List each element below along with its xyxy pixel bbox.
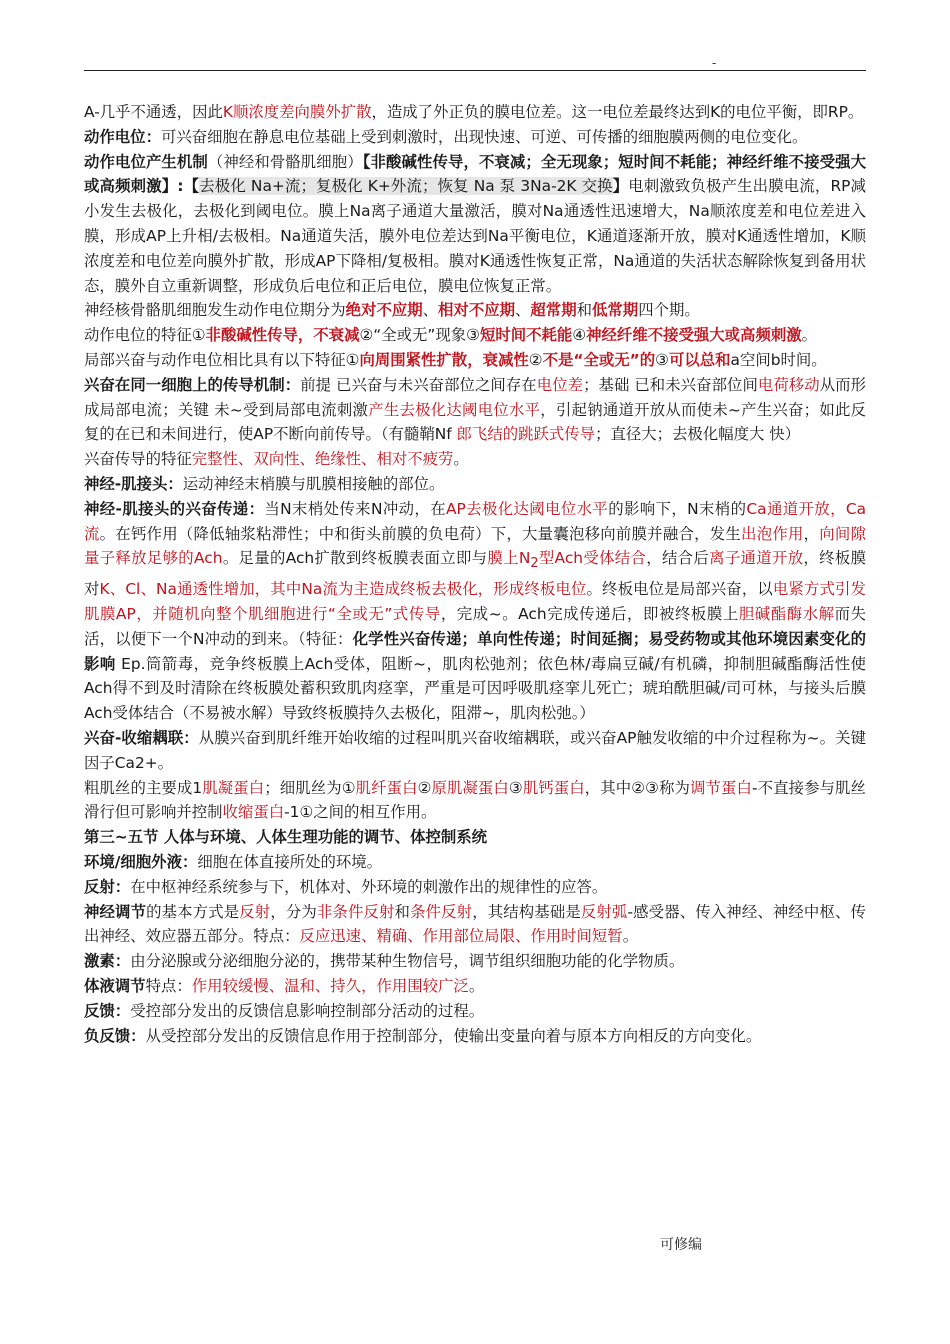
paragraph xyxy=(84,373,866,447)
text-run: 超常期 xyxy=(530,301,577,320)
text-run: 电荷移动 xyxy=(757,375,820,394)
text-run: ，终板膜对 xyxy=(84,549,866,599)
text-run: 。 xyxy=(622,927,639,946)
text-run: 动作电位产生机制 xyxy=(84,152,208,171)
text-run: 去极化 Na+流；复极化 K+外流；恢复 Na 泵 3Na-2K 交换 xyxy=(199,177,613,196)
text-run: 兴奋在同一细胞上的传导机制： xyxy=(84,375,301,394)
text-run: 环境/细胞外液： xyxy=(84,852,198,871)
text-run: 神经纤维不接受强大或高频刺激 xyxy=(586,326,802,345)
text-run: 可兴奋细胞在静息电位基础上受到刺激时，出现快速、可逆、可传播的细胞膜两侧的电位变化。 xyxy=(160,127,808,146)
text-run: 。 xyxy=(453,450,469,469)
text-run: 在中枢神经系统参与下，机体对、外环境的刺激作出的规律性的应答。 xyxy=(130,877,608,896)
text-run: 局部兴奋与动作电位相比具有以下特征① xyxy=(84,350,360,369)
text-run: 四个期。 xyxy=(638,301,700,320)
paragraph xyxy=(84,150,866,299)
text-run: 不是“全或无”的 xyxy=(542,350,656,369)
text-run: 、 xyxy=(422,301,439,320)
text-run: 电位差 xyxy=(536,375,584,394)
paragraph xyxy=(84,900,866,950)
text-run: 型Ach受体结合 xyxy=(538,549,647,568)
text-run: 非酸碱性传导，不衰减；全无现象；短时间不耗能；神经纤维不接受强大或高频刺激 xyxy=(84,152,866,196)
text-run: 收缩蛋白 xyxy=(222,803,285,822)
text-run: ，造成了外正负的膜电位差。这一电位差最终达到K的电位平衡，即RP。 xyxy=(371,103,864,121)
text-run: 当N末梢处传来N冲动，在 xyxy=(264,499,446,518)
text-run: ， xyxy=(803,524,820,543)
text-run: 】 xyxy=(612,177,629,196)
text-run: ，其结构基础是 xyxy=(472,902,581,921)
text-run: 粗肌丝的主要成1 xyxy=(84,778,203,797)
text-run: 从受控部分发出的反馈信息作用于控制部分，使输出变量向着与原本方向相反的方向变化。 xyxy=(145,1026,762,1045)
paragraph xyxy=(84,125,866,150)
text-run: 反馈： xyxy=(84,1001,131,1020)
paragraph xyxy=(84,949,866,974)
header-mark: - xyxy=(712,56,717,70)
paragraph xyxy=(84,1024,866,1049)
text-run: 。 xyxy=(801,326,818,345)
text-run: 】:【 xyxy=(161,177,200,196)
paragraph xyxy=(84,298,866,323)
document-body xyxy=(84,100,866,1048)
text-run: 神经核骨骼肌细胞发生动作电位期分为 xyxy=(84,301,346,320)
text-run: 动作电位： xyxy=(84,127,161,146)
paragraph xyxy=(84,472,866,497)
text-run: 。终板电位是局部兴奋，以 xyxy=(586,580,773,599)
text-run: 膜上N xyxy=(487,549,531,568)
text-run: 电紧方式引发肌膜AP，并随机向整个肌细胞进行“全或无”式传导 xyxy=(84,580,866,624)
text-run: 向周围紧性扩散，衰减性 xyxy=(359,350,529,369)
text-run: 和 xyxy=(394,902,411,921)
text-run: a空间b时间。 xyxy=(730,350,827,369)
header-rule xyxy=(84,70,866,71)
text-run: 而失活，以便下一个N冲动的到来。（特征： xyxy=(84,605,866,648)
paragraph xyxy=(84,447,866,472)
paragraph xyxy=(84,348,866,373)
text-run: 兴奋传导的特征 xyxy=(84,450,192,469)
text-run: ② xyxy=(528,350,543,369)
text-run: K、Cl、Na通透性增加，其中Na流为主造成终板去极化，形成终板电位 xyxy=(99,580,587,599)
text-run: 。在钙作用（降低轴浆粘滞性；中和街头前膜的负电荷）下，大量囊泡移向前膜并融合，发生 xyxy=(99,524,742,543)
paragraph xyxy=(84,100,866,125)
text-run: Ep.筒箭毒，竞争终板膜上Ach受体，阻断~，肌肉松弛剂；依色林/毒扁豆碱/有机磷，抑制胆碱酯酶活性使Ach得不到及时清除在终板膜处蓄积致肌肉痉挛，严重是可因呼吸肌痉挛儿死亡；琥珀酰胆碱/司可林，与接头后膜Ach受体结合（不易被水解）导致终板膜持久去极化，阻滞~，肌肉松弛。） xyxy=(84,654,866,723)
text-run: 非条件反射 xyxy=(316,902,395,921)
text-run: 可以总和 xyxy=(668,350,731,369)
text-run: ，分为 xyxy=(270,902,317,921)
paragraph xyxy=(84,974,866,999)
text-run: 电刺激致负极产生出膜电流，RP减小发生去极化，去极化到阈电位。膜上Na离子通道大量激活，膜对Na通透性迅速增大，Na顺浓度差和电位差进入膜，形成AP上升相/去极相。Na通道失活，膜外电位差达到Na平衡电位，K通道逐渐开放，膜对K通透性增加，K顺浓度差和电位差向膜外扩散，形成AP下降相/复极相。膜对K通透性恢复正常，Na通道的失活状态解除恢复到备用状态，膜外自立重新调整，形成负后电位和正后电位，膜电位恢复正常。 xyxy=(84,177,866,295)
text-run: ，引起钠通道开放从而使未~产生兴奋；如此反复的在已和未间进行，使AP不断向前传导。（有髓鞘Nf xyxy=(84,400,866,444)
text-run: 反应迅速、精确、作用部位局限、作用时间短暂 xyxy=(299,927,623,946)
text-run: ②“全或无”现象③ xyxy=(359,326,480,345)
paragraph xyxy=(84,323,866,348)
text-run: ；细肌丝为① xyxy=(264,778,356,797)
text-run: ② xyxy=(417,778,432,797)
paragraph xyxy=(84,825,866,850)
text-run: ；基础 已和未兴奋部位间 xyxy=(583,375,758,394)
text-run: 负反馈： xyxy=(84,1026,146,1045)
text-run: Ca通道开放，Ca流 xyxy=(84,499,867,543)
text-run: 动作电位的特征① xyxy=(84,326,206,345)
text-run: ，结合后 xyxy=(646,549,710,568)
text-run: -感受器、传入神经、神经中枢、传出神经、效应器五部分。特点： xyxy=(84,902,866,946)
paragraph xyxy=(84,497,866,726)
text-run: 郎飞结的跳跃式传导 xyxy=(456,425,596,444)
text-run: 。足量的Ach扩散到终板膜表面立即与 xyxy=(222,549,488,568)
text-run: 反射： xyxy=(84,877,131,896)
text-run: 由分泌腺或分泌细胞分泌的，携带某种生物信号，调节组织细胞功能的化学物质。 xyxy=(130,952,685,971)
text-run: 前提 已兴奋与未兴奋部位之间存在 xyxy=(300,375,537,394)
text-run: 相对不应期 xyxy=(438,301,515,320)
text-run: 调节蛋白 xyxy=(690,778,752,797)
text-run: 低常期 xyxy=(592,301,639,320)
text-run: ③ xyxy=(655,350,669,369)
text-run: 原肌凝蛋白 xyxy=(431,778,509,797)
text-run: 和 xyxy=(576,301,592,320)
text-run: 胆碱酯酶水解 xyxy=(738,605,835,624)
text-run: ；直径大；去极化幅度大 快） xyxy=(595,425,801,444)
text-run: 反射 xyxy=(239,902,271,921)
paragraph xyxy=(84,726,866,776)
text-run: 的影响下，N末梢的 xyxy=(608,499,747,518)
text-run: -不直接参与肌丝滑行但可影响并控制 xyxy=(84,778,866,822)
text-run: AP去极化达阈电位水平 xyxy=(445,499,609,518)
footer-text: 可修编 xyxy=(660,1237,702,1253)
text-run: 受控部分发出的反馈信息影响控制部分活动的过程。 xyxy=(130,1001,485,1020)
paragraph xyxy=(84,776,866,826)
text-run: 产生去极化达阈电位水平 xyxy=(368,400,541,419)
text-run: 完整性、双向性、绝缘性、相对不疲劳 xyxy=(191,450,454,469)
text-run: 肌钙蛋白 xyxy=(522,778,585,797)
text-run: 作用较缓慢、温和、持久，作用围较广泛 xyxy=(191,976,469,995)
text-run: K顺浓度差向膜外扩散 xyxy=(222,103,372,121)
text-run: ④ xyxy=(572,326,587,345)
text-run: 。 xyxy=(468,976,485,995)
text-run: ③ xyxy=(508,778,523,797)
text-run: 从膜兴奋到肌纤维开始收缩的过程叫肌兴奋收缩耦联，或兴奋AP触发收缩的中介过程称为~。关键因子Ca2+。 xyxy=(84,729,866,772)
text-run: 肌凝蛋白 xyxy=(202,778,265,797)
text-run: 非酸碱性传导，不衰减 xyxy=(205,326,360,345)
text-run: 【 xyxy=(362,152,371,171)
text-run: 短时间不耗能 xyxy=(479,326,573,345)
text-run: 出泡作用 xyxy=(741,524,804,543)
paragraph xyxy=(84,875,866,900)
text-run: 体液调节 xyxy=(84,976,146,995)
text-run: 特点： xyxy=(145,976,192,995)
text-run: 激素： xyxy=(84,952,131,971)
text-run: 反射弧 xyxy=(580,902,628,921)
text-run: 化学性兴奋传递；单向性传递；时间延搁；易受药物或其他环境因素变化的影响 xyxy=(84,629,866,673)
text-run: 细胞在体直接所处的环境。 xyxy=(197,852,383,871)
text-run: A-几乎不通透，因此 xyxy=(84,103,223,121)
text-run: 绝对不应期 xyxy=(345,301,423,320)
text-run: ，完成~。Ach完成传递后，即被终板膜上 xyxy=(440,605,739,624)
text-run: 从而形成局部电流；关键 未~受到局部电流刺激 xyxy=(84,375,866,419)
text-run: 离子通道开放 xyxy=(709,549,804,568)
text-run: （神经和骨骼肌细胞） xyxy=(207,152,363,171)
text-run: 的基本方式是 xyxy=(146,902,240,921)
paragraph xyxy=(84,850,866,875)
text-run: 神经-肌接头的兴奋传递： xyxy=(84,499,265,518)
text-run: 神经调节 xyxy=(84,902,147,921)
text-run: 肌纤蛋白 xyxy=(355,778,418,797)
text-run: 2 xyxy=(530,556,539,572)
text-run: -1①之间的相互作用。 xyxy=(284,803,437,822)
text-run: 条件反射 xyxy=(410,902,473,921)
text-run: 运动神经末梢膜与肌膜相接触的部位。 xyxy=(182,474,445,493)
text-run: 向间隙量子释放足够的Ach xyxy=(84,524,866,568)
text-run: 神经-肌接头： xyxy=(84,474,183,493)
text-run: 、 xyxy=(515,301,531,320)
text-run: 兴奋-收缩耦联： xyxy=(84,729,199,747)
text-run: 第三~五节 人体与环境、人体生理功能的调节、体控制系统 xyxy=(84,828,488,847)
paragraph xyxy=(84,999,866,1024)
text-run: ，其中②③称为 xyxy=(584,778,690,797)
